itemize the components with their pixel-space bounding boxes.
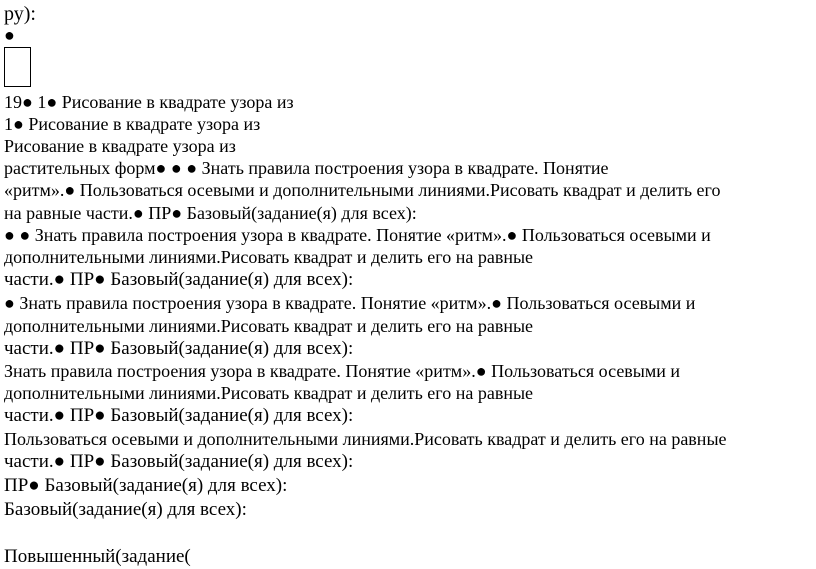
text-line: части.● ПР● Базовый(задание(я) для всех): — [4, 451, 354, 472]
text-line: дополнительными линиями.Рисовать квадрат и делить его на равные — [4, 383, 534, 403]
text-line: 19● 1● Рисование в квадрате узора из — [4, 92, 294, 112]
text-line: на равные части.● ПР● Базовый(задание(я) для всех): — [4, 203, 417, 223]
text-line: Базовый(задание(я) для всех): — [4, 499, 247, 520]
text-line: «ритм».● Пользоваться осевыми и дополнительными линиями.Рисовать квадрат и делить его — [4, 180, 721, 200]
text-line: ПР● Базовый(задание(я) для всех): — [4, 475, 288, 496]
bullet-glyph: ● — [4, 25, 15, 45]
text-line: части.● ПР● Базовый(задание(я) для всех): — [4, 338, 354, 359]
text-line: ● ● Знать правила построения узора в квадрате. Понятие «ритм».● Пользоваться осевыми и — [4, 225, 711, 245]
text-line: части.● ПР● Базовый(задание(я) для всех): — [4, 405, 354, 426]
text-line: Повышенный(задание( — [4, 546, 191, 567]
text-line: дополнительными линиями.Рисовать квадрат и делить его на равные — [4, 316, 534, 336]
text-line: растительных форм● ● ● Знать правила построения узора в квадрате. Понятие — [4, 158, 609, 178]
text-line: Пользоваться осевыми и дополнительными линиями.Рисовать квадрат и делить его на равные — [4, 429, 727, 449]
text-line: 1● Рисование в квадрате узора из — [4, 114, 261, 134]
empty-checkbox-frame — [4, 47, 31, 87]
text-line: дополнительными линиями.Рисовать квадрат и делить его на равные — [4, 247, 534, 267]
text-line: ● Знать правила построения узора в квадрате. Понятие «ритм».● Пользоваться осевыми и — [4, 293, 696, 313]
text-line: Рисование в квадрате узора из — [4, 136, 236, 156]
text-line: части.● ПР● Базовый(задание(я) для всех): — [4, 269, 354, 290]
text-line: ру): — [4, 3, 36, 25]
text-line: Знать правила построения узора в квадрате. Понятие «ритм».● Пользоваться осевыми и — [4, 361, 681, 381]
